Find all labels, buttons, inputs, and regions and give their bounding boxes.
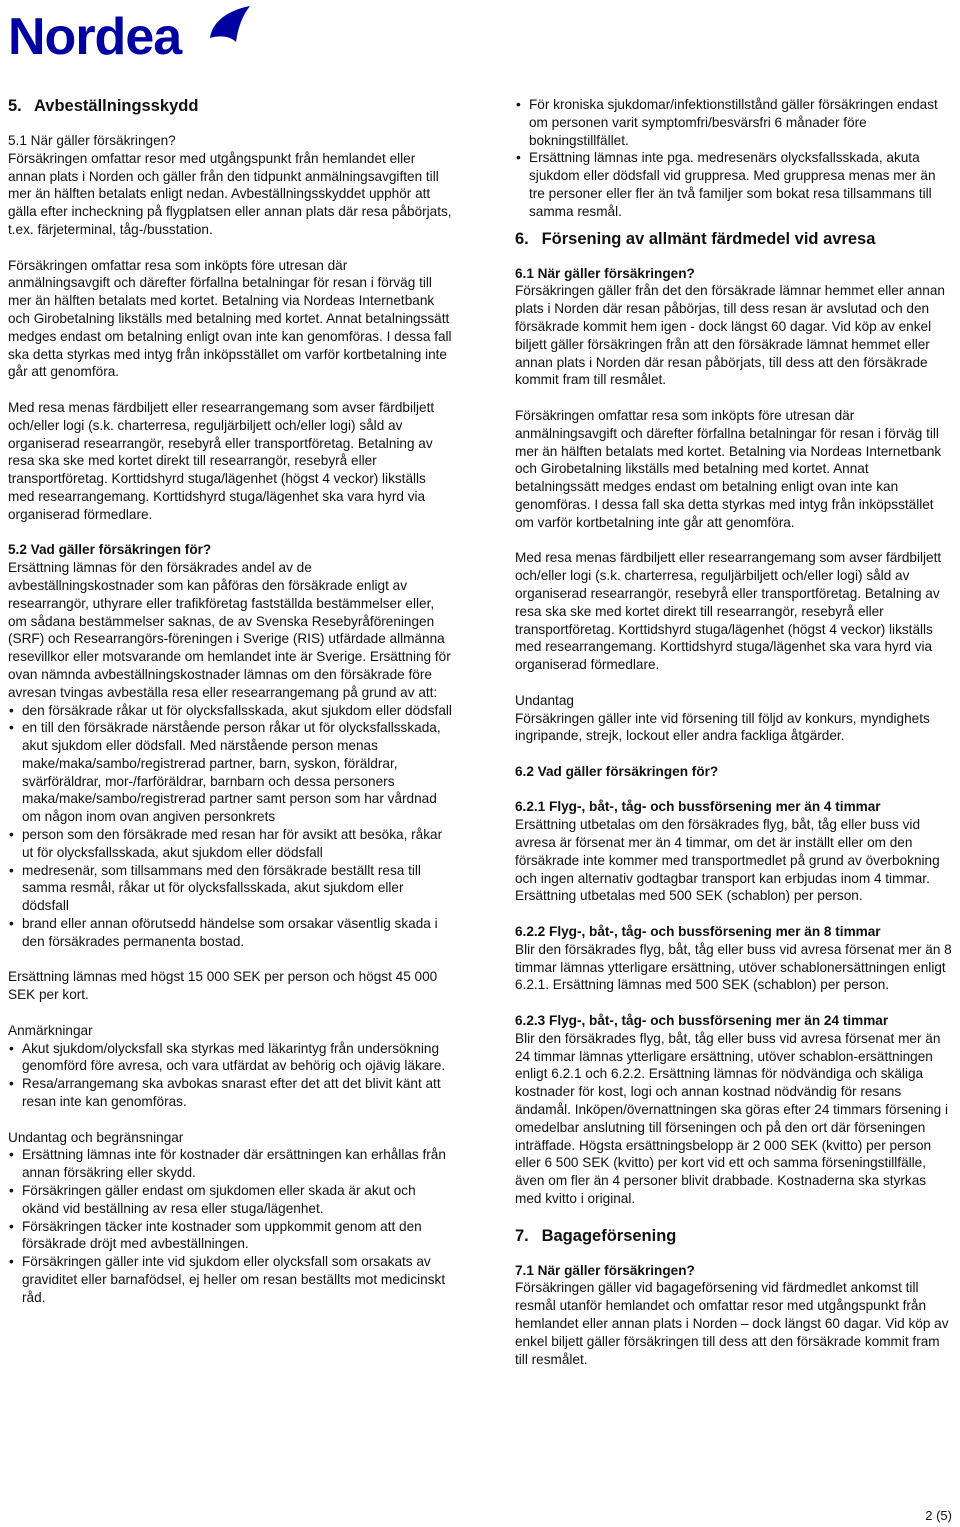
section-6-2-3-heading: 6.2.3 Flyg-, båt-, tåg- och bussförsening mer än 24 timmar — [515, 1013, 889, 1029]
subheading-anmarkningar: Anmärkningar — [8, 1022, 93, 1038]
paragraph: Försäkringen omfattar resa som inköpts före utresan där anmälningsavgift och därefter förfallna betalningar för resan i förväg till mer än hälften betalats med kortet. Betalning via Nordeas Internetbank och Girobetalning likställs med betalning med kortet. Annat betalningssätt medges endast om betalning enligt ovan inte kan genomföras. I dessa fall ska detta styrkas med intyg från inköpsstället om varför kortbetalning inte går att genomföra. — [8, 257, 452, 380]
list-item: • medresenär, som tillsammans med den försäkrade beställt resa till samma resmål, råkar ut för olycksfallsskada, akut sjukdom eller dödsfall — [8, 862, 453, 915]
list-item: • Ersättning lämnas inte för kostnader där ersättningen kan erhållas från annan försäkring eller skydd. — [8, 1146, 453, 1182]
section-7-heading: 7. Bagageförsening — [515, 1226, 677, 1245]
bullet-list — [8, 1040, 453, 1111]
left-column — [8, 96, 453, 1307]
list-item: • Försäkringen täcker inte kostnader som uppkommit genom att den försäkrade dröjt med avbeställningen. — [8, 1218, 453, 1254]
list-item: • Akut sjukdom/olycksfall ska styrkas med läkarintyg från undersökning genomförd före avresa, och vara utfärdat av behörig och ojävig läkare. — [8, 1040, 453, 1076]
list-item: • För kroniska sjukdomar/infektionstillstånd gäller försäkringen endast om personen varit symptomfri/besvärsfri 6 månader före bokningstillfället. — [515, 96, 955, 149]
right-column — [515, 96, 955, 1368]
paragraph: Blir den försäkrades flyg, båt, tåg eller buss vid avresa försenat mer än 8 timmar lämnas ytterligare ersättning, utöver schablonersättningen enligt 6.2.1. Ersättning lämnas med 500 SEK (schablon) per person. — [515, 941, 952, 993]
section-6-2-2-heading: 6.2.2 Flyg-, båt-, tåg- och bussförsening mer än 8 timmar — [515, 924, 881, 940]
paragraph: Ersättning lämnas för den försäkrades andel av de avbeställningskostnader som kan påföras den försäkrade enligt av researrangör, uthyrare eller trafikföretag fastställda bestämmelser eller, om sådana bestämmelser saknas, de av Svenska Resebyråföreningen (SRF) och Researrangörs-föreningen i Sverige (RIS) utfärdade allmänna resevillkor eller motsvarande om hemlandet inte är Sverige. Ersättning för ovan nämnda avbeställningskostnader lämnas om den försäkrade före avresan tvingas avbeställa resa eller researrangemang på grund av att: — [8, 560, 451, 700]
list-item: • person som den försäkrade med resan har för avsikt att besöka, råkar ut för olycksfallsskada, akut sjukdom eller dödsfall — [8, 826, 453, 862]
bullet-list — [515, 96, 955, 221]
paragraph: Försäkringen gäller inte vid försening till följd av konkurs, myndighets ingripande, strejk, lockout eller andra fackliga åtgärder. — [515, 710, 930, 744]
section-6-1-heading: 6.1 När gäller försäkringen? — [515, 265, 695, 281]
list-item: • brand eller annan oförutsedd händelse som orsakar väsentlig skada i den försäkrades permanenta bostad. — [8, 915, 453, 951]
paragraph: Försäkringen omfattar resor med utgångspunkt från hemlandet eller annan plats i Norden och gäller från den tidpunkt anmälningsavgiften till mer än hälften betalats enligt nedan. Avbeställningsskyddet upphör att gälla efter incheckning på flygplatsen eller annan plats där resa påbörjats, t.ex. färjeterminal, tåg-/busstation. — [8, 150, 452, 237]
page-number: 2 (5) — [925, 1508, 952, 1523]
subheading-undantag: Undantag och begränsningar — [8, 1129, 184, 1145]
paragraph: Ersättning utbetalas om den försäkrades flyg, båt, tåg eller buss vid avresa är försenat mer än 4 timmar, om det är inställt eller om den försäkrade inte kommer med transportmedlet på grund av överbokning och ingen alternativ godtagbar transport kan erbjudas inom 4 timmar. Ersättning utbetalas med 500 SEK (schablon) per person. — [515, 817, 940, 904]
section-7-1-heading: 7.1 När gäller försäkringen? — [515, 1262, 695, 1278]
section-5-heading: 5. Avbeställningsskydd — [8, 97, 199, 115]
list-item: • den försäkrade råkar ut för olycksfallsskada, akut sjukdom eller dödsfall — [8, 702, 453, 720]
paragraph: Ersättning lämnas med högst 15 000 SEK per person och högst 45 000 SEK per kort. — [8, 969, 438, 1003]
list-item: • en till den försäkrade närstående person råkar ut för olycksfallsskada, akut sjukdom eller dödsfall. Med närstående person menas make/maka/sambo/registrerad partner, barn, syskon, föräldrar, svärföräldrar, mor-/farföräldrar, barnbarn och dessa personers maka/make/sambo/registrerad partner samt person som har vårdnad om någon inom ovan angiven personkrets — [8, 719, 453, 826]
subheading-undantag: Undantag — [515, 692, 574, 708]
nordea-logo — [6, 2, 256, 60]
list-item: • Försäkringen gäller endast om sjukdomen eller skada är akut och okänd vid beställning av resa eller stuga/lägenhet. — [8, 1182, 453, 1218]
paragraph: Försäkringen gäller från det den försäkrade lämnar hemmet eller annan plats i Norden där resan påbörjas, till dess resan är avslutad och den försäkrade kommit hem igen - dock längst 60 dagar. Vid köp av enkel biljett gäller försäkringen från att den försäkrade lämnat hemmet eller annan plats i Norden där resan påbörjats, till dess att den försäkrade kommit fram till resmålet. — [515, 283, 945, 388]
section-6-heading: 6. Försening av allmänt färdmedel vid avresa — [515, 229, 876, 248]
section-5-1-heading: 5.1 När gäller försäkringen? — [8, 133, 176, 148]
list-item: • Försäkringen gäller inte vid sjukdom eller olycksfall som orsakats av graviditet eller barnafödsel, ej heller om resan beställts mot medicinskt råd. — [8, 1253, 453, 1306]
paragraph: Försäkringen gäller vid bagageförsening vid färdmedlet ankomst till resmål utanför hemlandet och omfattar resor med utgångspunkt från hemlandet eller annan plats i Norden – dock längst 60 dagar. Vid köp av enkel biljett gäller försäkringen till dess att den försäkrade kommit fram till resmålet. — [515, 1280, 949, 1367]
section-5-2-heading: 5.2 Vad gäller försäkringen för? — [8, 542, 212, 558]
list-item: • Ersättning lämnas inte pga. medresenärs olycksfallsskada, akuta sjukdom eller dödsfall vid gruppresa. Med gruppresa menas mer än tre personer eller fler än två familjer som bokat resa tillsammans till samma resmål. — [515, 149, 955, 220]
bullet-list — [8, 1146, 453, 1306]
paragraph: Blir den försäkrades flyg, båt, tåg eller buss vid avresa försenat mer än 24 timmar lämnas ytterligare ersättning, utöver schablon-ersättningen enligt 6.2.1 och 6.2.2. Ersättning lämnas för nödvändiga och skäliga kostnader för kost, logi och annan kostnad nödvändig för resans ändamål. Inköpen/övernattningen ska göras efter 24 timmars försening i omedelbar anslutning till förseningen och på den ort där förseningen inträffade. Högsta ersättningsbelopp är 2 000 SEK (kvitto) per person eller 6 500 SEK (kvitto) per kort vid ett och samma förseningstillfälle, även om fler än 4 personer blivit drabbade. Kostnaderna ska styrkas med kvitto i original. — [515, 1030, 948, 1207]
bullet-list — [8, 702, 453, 951]
section-6-2-1-heading: 6.2.1 Flyg-, båt-, tåg- och bussförsening mer än 4 timmar — [515, 799, 881, 815]
section-6-2-heading: 6.2 Vad gäller försäkringen för? — [515, 763, 719, 779]
svg-text:Nordea: Nordea — [8, 8, 182, 60]
paragraph: Med resa menas färdbiljett eller researrangemang som avser färdbiljett och/eller logi (s.k. charterresa, reguljärbiljett och/eller logi) såld av organiserad researrangör, resebyrå eller transportföretag. Betalning av resa ska ske med kortet direkt till researrangör, resebyrå eller transportföretag. Korttidshyrd stuga/lägenhet (högst 4 veckor) likställs med researrangemang. Korttidshyrd stuga/lägenhet ska vara hyrd via organiserad förmedlare. — [515, 550, 942, 673]
list-item: • Resa/arrangemang ska avbokas snarast efter det att det blivit känt att resan inte kan genomföras. — [8, 1075, 453, 1111]
paragraph: Försäkringen omfattar resa som inköpts före utresan där anmälningsavgift och därefter förfallna betalningar för resan i förväg till mer än hälften betalats med kortet. Betalning via Nordeas Internetbank och Girobetalning likställs med betalning med kortet. Annat betalningssätt medges endast om betalning enligt ovan inte kan genomföras. I dessa fall ska detta styrkas med intyg från inköpsstället om varför kortbetalning inte går att genomföra. — [515, 407, 942, 530]
paragraph: Med resa menas färdbiljett eller researrangemang som avser färdbiljett och/eller logi (s.k. charterresa, reguljärbiljett och/eller logi) såld av organiserad researrangör, resebyrå eller transportföretag. Betalning av resa ska ske med kortet direkt till researrangör, resebyrå eller transportföretag. Korttidshyrd stuga/lägenhet (högst 4 veckor) likställs med researrangemang. Korttidshyrd stuga/lägenhet ska vara hyrd via organiserad förmedlare. — [8, 399, 435, 522]
